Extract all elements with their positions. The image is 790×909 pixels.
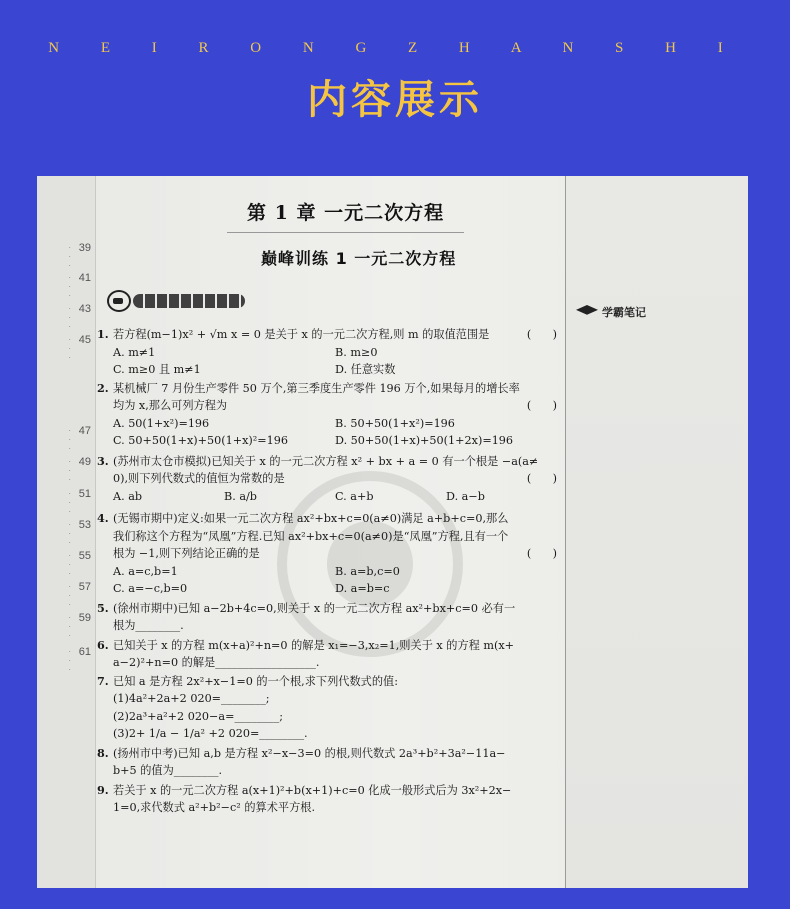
section-title: 巅峰训练 1 一元二次方程 bbox=[261, 249, 457, 268]
question-number: 4. bbox=[97, 511, 109, 525]
margin-page-number: · · · 57 bbox=[79, 581, 91, 593]
left-page-margin bbox=[37, 176, 96, 888]
question-line bbox=[97, 745, 557, 763]
question-item bbox=[97, 326, 557, 379]
question-number: 8. bbox=[97, 745, 109, 760]
margin-page-number: · · · 51 bbox=[79, 488, 91, 500]
question-number: 7. bbox=[97, 673, 109, 688]
question-item bbox=[97, 637, 557, 672]
question-line bbox=[97, 470, 557, 488]
graduation-cap-icon bbox=[576, 305, 598, 319]
question-line bbox=[97, 397, 557, 415]
answer-bracket: ( ) bbox=[526, 399, 557, 412]
question-line bbox=[97, 453, 557, 471]
margin-page-number: · · · 55 bbox=[79, 550, 91, 562]
question-line bbox=[97, 782, 557, 800]
question-text: 已知关于 x 的方程 m(x+a)²+n=0 的解是 x₁=−3,x₂=1,则关于 x 的方程 m(x+ bbox=[113, 638, 515, 652]
answer-option: B. a=b,c=0 bbox=[335, 564, 400, 578]
question-line bbox=[97, 708, 557, 726]
answer-option: B. a/b bbox=[224, 489, 257, 503]
section-badge bbox=[107, 290, 245, 312]
answer-option: C. 50+50(1+x)+50(1+x)²=196 bbox=[113, 434, 289, 447]
question-number: 5. bbox=[97, 600, 109, 615]
page-headline: 内容展示 bbox=[307, 77, 483, 123]
question-line bbox=[97, 528, 557, 546]
question-number: 2. bbox=[97, 380, 109, 395]
question-text: (扬州市中考)已知 a,b 是方程 x²−x−3=0 的根,则代数式 2a³+b²+3a²−11a− bbox=[113, 746, 506, 760]
magnifier-icon bbox=[107, 290, 131, 312]
question-item bbox=[97, 600, 557, 635]
question-line bbox=[97, 637, 557, 655]
question-text: (3)2+ 1/a − 1/a² +2 020=________. bbox=[113, 727, 308, 740]
answer-option: C. m≥0 且 m≠1 bbox=[113, 363, 201, 376]
question-line bbox=[97, 690, 557, 708]
answer-option: D. a=b=c bbox=[335, 582, 390, 595]
margin-page-number: · · · 39 bbox=[79, 242, 91, 254]
question-text: 1=0,求代数式 a²+b²−c² 的算术平方根. bbox=[113, 801, 316, 814]
answer-bracket: ( ) bbox=[526, 328, 557, 341]
question-item bbox=[97, 510, 557, 598]
question-item bbox=[97, 380, 557, 450]
question-text: 我们称这个方程为“凤凰”方程.已知 ax²+bx+c=0(a≠0)是“凤凰”方程,且有一个 bbox=[113, 529, 509, 543]
question-line bbox=[97, 510, 557, 528]
margin-page-number: · · · 47 bbox=[79, 425, 91, 437]
question-line bbox=[97, 545, 557, 563]
question-line bbox=[97, 762, 557, 780]
answer-option: D. 任意实数 bbox=[335, 363, 396, 376]
margin-page-number: · · · 41 bbox=[79, 272, 91, 284]
answer-options bbox=[97, 488, 557, 506]
question-item bbox=[97, 745, 557, 780]
notes-label: 学霸笔记 bbox=[602, 306, 646, 319]
answer-options bbox=[97, 563, 557, 598]
margin-page-number: · · · 59 bbox=[79, 612, 91, 624]
question-line bbox=[97, 799, 557, 817]
notes-header bbox=[576, 302, 686, 322]
answer-option: A. ab bbox=[113, 489, 143, 503]
answer-option: D. a−b bbox=[446, 489, 485, 503]
question-text: 根为________. bbox=[113, 619, 184, 632]
question-number: 6. bbox=[97, 637, 109, 652]
question-text: 根为 −1,则下列结论正确的是 bbox=[113, 547, 260, 560]
answer-bracket: ( ) bbox=[526, 547, 557, 560]
answer-option: C. a+b bbox=[335, 489, 374, 503]
question-text: (徐州市期中)已知 a−2b+4c=0,则关于 x 的一元二次方程 ax²+bx+c=0 必有一 bbox=[113, 601, 516, 615]
answer-option: D. 50+50(1+x)+50(1+2x)=196 bbox=[335, 434, 514, 447]
question-item bbox=[97, 453, 557, 506]
question-line bbox=[97, 673, 557, 691]
question-text: 均为 x,那么可列方程为 bbox=[113, 399, 228, 412]
margin-page-number: · · · 53 bbox=[79, 519, 91, 531]
question-line bbox=[97, 617, 557, 635]
eyebrow-text: N E I R O N G Z H A N S H I bbox=[48, 40, 742, 56]
margin-page-number: · · · 43 bbox=[79, 303, 91, 315]
question-text: 0),则下列代数式的值恒为常数的是 bbox=[113, 472, 285, 485]
textbook-photo bbox=[37, 176, 748, 888]
question-text: b+5 的值为________. bbox=[113, 764, 223, 777]
question-line bbox=[97, 380, 557, 398]
question-text: 某机械厂 7 月份生产零件 50 万个,第三季度生产零件 196 万个,如果每月的增长率 bbox=[113, 381, 520, 395]
question-item bbox=[97, 673, 557, 743]
question-line bbox=[97, 600, 557, 618]
question-line bbox=[97, 326, 557, 344]
question-line bbox=[97, 725, 557, 743]
answer-options bbox=[97, 344, 557, 379]
question-item bbox=[97, 782, 557, 817]
question-list bbox=[97, 326, 557, 817]
question-number: 9. bbox=[97, 782, 109, 797]
question-text: (苏州市太仓市模拟)已知关于 x 的一元二次方程 x² + bx + a = 0 有一个根是 −a(a≠ bbox=[113, 454, 539, 468]
question-line bbox=[97, 654, 557, 672]
question-number: 1. bbox=[97, 327, 109, 341]
badge-banner bbox=[133, 294, 245, 308]
question-text: 若方程(m−1)x² + √m x = 0 是关于 x 的一元二次方程,则 m 的取值范围是 bbox=[113, 328, 490, 341]
question-text: (2)2a³+a²+2 020−a=________; bbox=[113, 709, 283, 723]
notes-column bbox=[565, 176, 748, 888]
question-text: a−2)²+n=0 的解是__________________. bbox=[113, 656, 320, 669]
answer-option: A. m≠1 bbox=[113, 345, 156, 359]
answer-option: C. a=−c,b=0 bbox=[113, 582, 188, 595]
answer-option: B. 50+50(1+x²)=196 bbox=[335, 416, 455, 430]
margin-page-number: · · · 61 bbox=[79, 646, 91, 658]
answer-option: A. 50(1+x²)=196 bbox=[113, 416, 210, 430]
answer-bracket: ( ) bbox=[526, 472, 557, 485]
question-text: (1)4a²+2a+2 020=________; bbox=[113, 692, 270, 705]
margin-page-number: · · · 49 bbox=[79, 456, 91, 468]
question-text: 已知 a 是方程 2x²+x−1=0 的一个根,求下列代数式的值: bbox=[113, 674, 398, 688]
answer-option: B. m≥0 bbox=[335, 345, 378, 359]
question-number: 3. bbox=[97, 453, 109, 468]
question-text: (无锡市期中)定义:如果一元二次方程 ax²+bx+c=0(a≠0)满足 a+b+c=0,那么 bbox=[113, 512, 509, 525]
margin-page-number: · · · 45 bbox=[79, 334, 91, 346]
answer-option: A. a=c,b=1 bbox=[113, 564, 178, 578]
question-text: 若关于 x 的一元二次方程 a(x+1)²+b(x+1)+c=0 化成一般形式后为 3x²+2x− bbox=[113, 783, 512, 797]
answer-options bbox=[97, 415, 557, 450]
chapter-title: 第 1 章 一元二次方程 bbox=[247, 198, 444, 225]
